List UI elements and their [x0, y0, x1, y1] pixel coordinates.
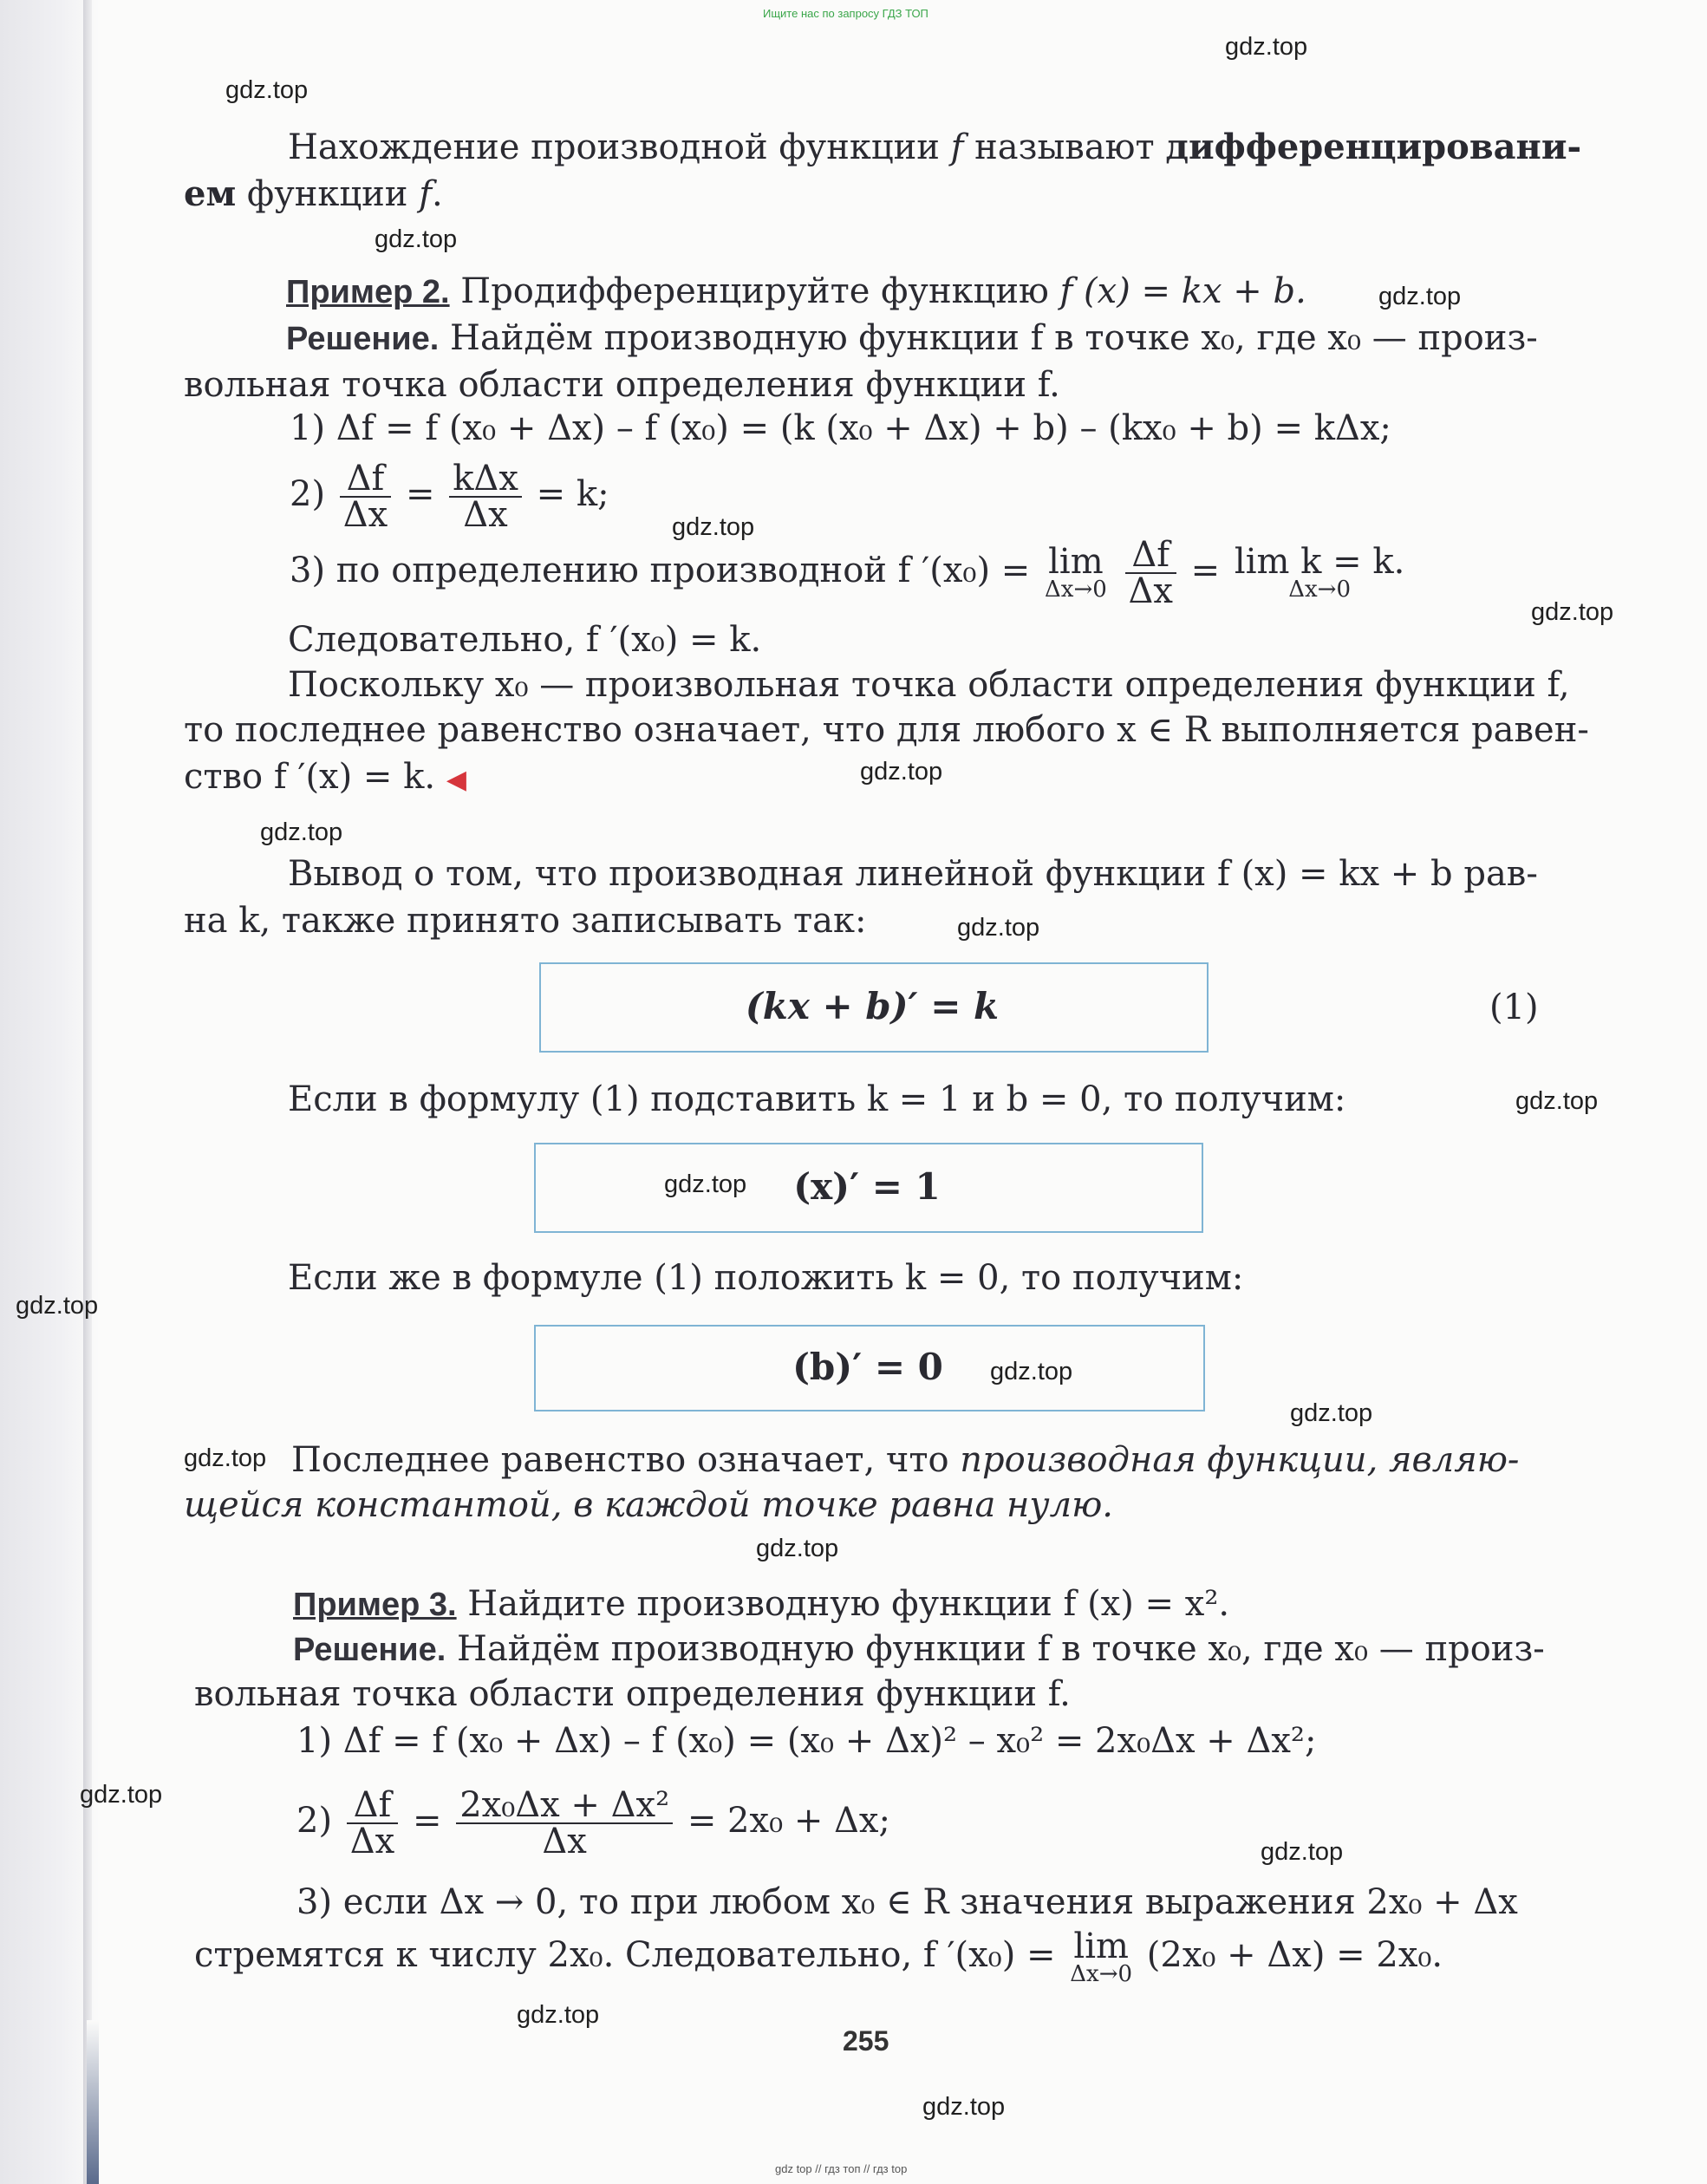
example2-para-line-2: то последнее равенство означает, что для любого x ∈ R выполняется равен-	[184, 710, 1589, 750]
watermark: gdz.top	[1531, 598, 1614, 626]
watermark: gdz.top	[16, 1292, 99, 1320]
watermark: gdz.top	[1261, 1838, 1344, 1866]
constant-line-2: щейся константой, в каждой точке равна нулю.	[184, 1485, 1113, 1525]
formula-1: (kx + b)′ = k	[745, 985, 1000, 1027]
example3-step-3-line-1: 3) если Δx → 0, то при любом x₀ ∈ R значения выражения 2x₀ + Δx	[296, 1882, 1518, 1922]
linear-line-2: на k, также принято записывать так:	[184, 901, 867, 941]
formula-1-number: (1)	[1489, 988, 1539, 1027]
watermark: gdz.top	[1515, 1087, 1599, 1115]
formula-3: (b)′ = 0	[792, 1346, 943, 1388]
example2-conclusion: Следовательно, f ′(x₀) = k.	[288, 620, 762, 660]
watermark: gdz.top	[990, 1358, 1073, 1385]
example3-solution-line-1: Решение. Найдём производную функции f в точке x₀, где x₀ — произ-	[293, 1629, 1545, 1669]
formula-2: (x)′ = 1	[793, 1165, 941, 1208]
watermark: gdz.top	[1225, 33, 1308, 61]
substitution-line-1: Если в формулу (1) подставить k = 1 и b = 0, то получим:	[288, 1079, 1346, 1119]
fraction: $\frac{\Delta f}{\Delta x}$	[347, 1788, 398, 1859]
example3-solution-line-2: вольная точка области определения функции f.	[194, 1674, 1071, 1714]
watermark: gdz.top	[260, 818, 343, 846]
watermark: gdz.top	[375, 225, 458, 253]
watermark: gdz.top	[860, 758, 943, 786]
limit: lim k = k. Δx→0	[1234, 542, 1405, 603]
fraction: $\frac{\Delta f}{\Delta x}$	[1125, 538, 1176, 609]
watermark: gdz.top	[80, 1781, 163, 1809]
intro-line-1: Нахождение производной функции f называют дифференцировани-	[288, 127, 1582, 167]
watermark: gdz.top	[225, 76, 309, 104]
example2-step-3: 3) по определению производной f ′(x₀) = lim Δx→0 $\frac{\Delta f}{\Delta x}$ = lim k = k. Δx→0	[290, 535, 1405, 611]
fraction: $\frac{\text{kΔx}}{\Delta x}$	[449, 461, 522, 532]
limit: lim Δx→0	[1070, 1926, 1133, 1987]
watermark: gdz.top	[184, 1444, 267, 1472]
watermark: gdz.top	[922, 2093, 1006, 2121]
example3-task: Пример 3. Найдите производную функции f (x) = x².	[293, 1584, 1230, 1624]
example2-para-line-3: ство f ′(x) = k. ◀	[184, 757, 466, 797]
fraction: $\frac{\Delta f}{\Delta x}$	[340, 461, 391, 532]
example2-label: Пример 2.	[286, 274, 450, 310]
limit: lim Δx→0	[1045, 542, 1107, 603]
substitution-line-2: Если же в формуле (1) положить k = 0, то получим:	[288, 1258, 1244, 1298]
intro-line-2: ем функции f.	[184, 173, 443, 214]
watermark: gdz.top	[664, 1170, 747, 1198]
example2-para-line-1: Поскольку x₀ — произвольная точка области определения функции f,	[288, 665, 1570, 705]
example3-step-2: 2) $\frac{\Delta f}{\Delta x}$ = $\frac{\text{2x₀Δx + Δx²}}{\Delta x}$ = 2x₀ + Δx;	[296, 1785, 890, 1861]
book-gutter	[83, 0, 92, 2184]
watermark: gdz.top	[517, 2001, 600, 2029]
book-edge-shadow	[87, 2020, 99, 2184]
fraction: $\frac{\text{2x₀Δx + Δx²}}{\Delta x}$	[456, 1788, 673, 1859]
example2-solution-line-1: Решение. Найдём производную функции f в точке x₀, где x₀ — произ-	[286, 318, 1538, 358]
example2-step-1: 1) Δf = f (x₀ + Δx) – f (x₀) = (k (x₀ + Δx) + b) – (kx₀ + b) = kΔx;	[290, 408, 1391, 448]
page-number: 255	[843, 2025, 889, 2057]
example2-step-2: 2) $\frac{\Delta f}{\Delta x}$ = $\frac{\text{kΔx}}{\Delta x}$ = k;	[290, 459, 609, 535]
bottom-banner[interactable]: gdz top // гдз топ // гдз top	[775, 2162, 908, 2175]
watermark: gdz.top	[672, 513, 755, 541]
solution-label: Решение.	[286, 321, 440, 357]
watermark: gdz.top	[957, 914, 1040, 942]
watermark: gdz.top	[1290, 1399, 1373, 1427]
example2-task: Пример 2. Продифференцируйте функцию f (x) = kx + b.	[286, 271, 1306, 311]
top-banner[interactable]: Ищите нас по запросу ГДЗ ТОП	[763, 7, 928, 20]
watermark: gdz.top	[756, 1535, 839, 1562]
example3-step-1: 1) Δf = f (x₀ + Δx) – f (x₀) = (x₀ + Δx)² – x₀² = 2x₀Δx + Δx²;	[296, 1721, 1317, 1761]
constant-line-1: Последнее равенство означает, что производная функции, являю-	[291, 1440, 1520, 1480]
example2-solution-line-2: вольная точка области определения функции f.	[184, 365, 1060, 405]
solution-label: Решение.	[293, 1632, 446, 1668]
end-of-solution-icon: ◀	[446, 765, 466, 795]
linear-line-1: Вывод о том, что производная линейной функции f (x) = kx + b рав-	[288, 854, 1538, 894]
example3-step-3-line-2: стремятся к числу 2x₀. Следовательно, f ′(x₀) = lim Δx→0 (2x₀ + Δx) = 2x₀.	[194, 1926, 1443, 1987]
example3-label: Пример 3.	[293, 1587, 457, 1623]
watermark: gdz.top	[1378, 283, 1462, 310]
